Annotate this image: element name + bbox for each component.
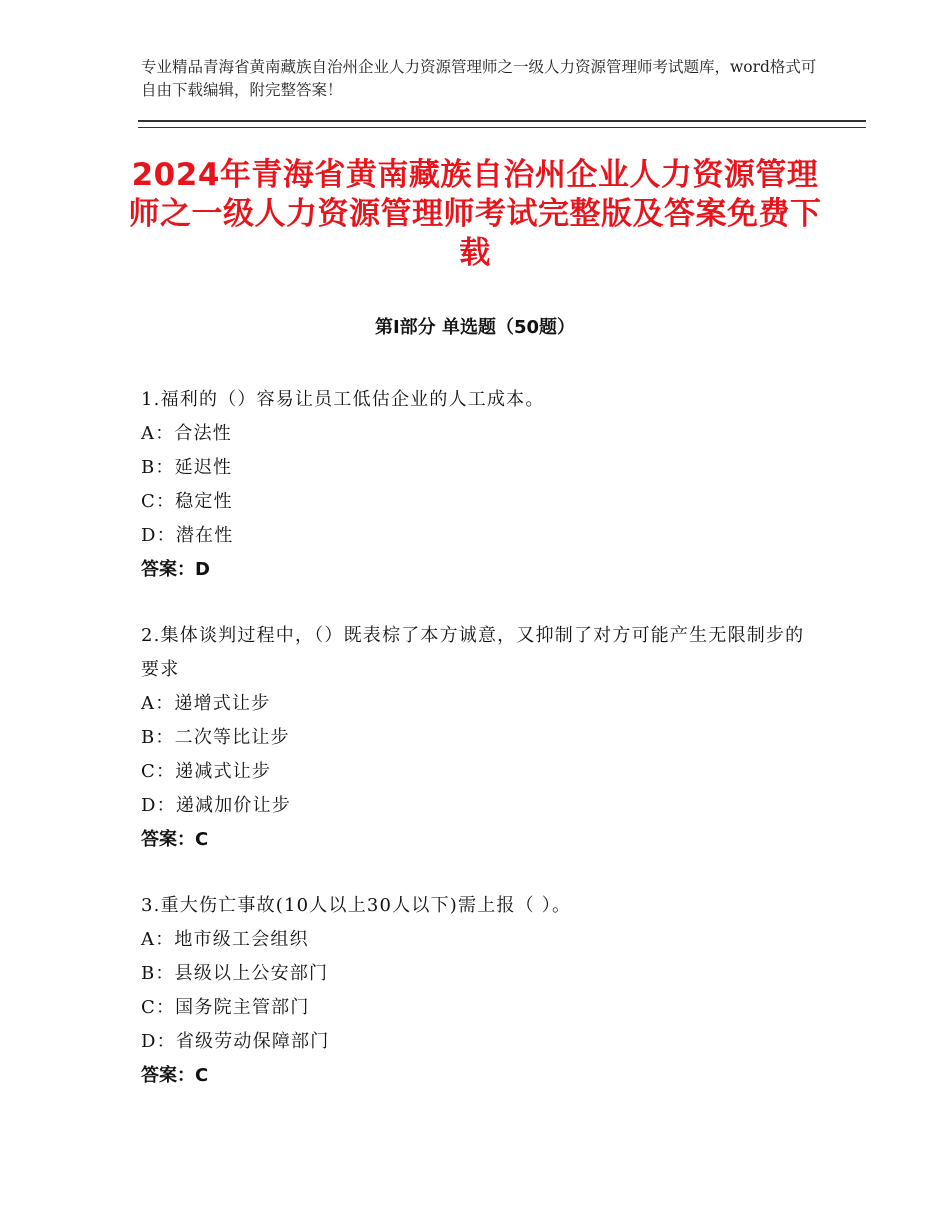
option-d: D：省级劳动保障部门: [141, 1031, 330, 1052]
answer-line: 答案：C: [141, 1065, 209, 1086]
option-c: C：递减式让步: [141, 761, 272, 782]
option-b: B：县级以上公安部门: [141, 963, 329, 984]
option-b: B：延迟性: [141, 457, 233, 478]
question-1: [141, 383, 821, 587]
option-a: A：地市级工会组织: [141, 929, 309, 950]
question-3: [141, 889, 821, 1093]
question-stem: 1.福利的（）容易让员工低估企业的人工成本。: [141, 389, 545, 410]
header-note: 专业精品青海省黄南藏族自治州企业人力资源管理师之一级人力资源管理师考试题库，word格式可自由下载编辑，附完整答案！: [141, 58, 817, 99]
header-divider: [138, 120, 866, 128]
document-title: 2024年青海省黄南藏族自治州企业人力资源管理师之一级人力资源管理师考试完整版及答案免费下载: [128, 157, 822, 271]
option-d: D：潜在性: [141, 525, 234, 546]
answer-line: 答案：C: [141, 829, 209, 850]
option-b: B：二次等比让步: [141, 727, 290, 748]
option-c: C：国务院主管部门: [141, 997, 310, 1018]
option-c: C：稳定性: [141, 491, 233, 512]
section-heading: 第Ⅰ部分 单选题（50题）: [374, 317, 575, 338]
question-stem: 3.重大伤亡事故(10人以上30人以下)需上报（ ）。: [141, 895, 572, 916]
option-a: A：合法性: [141, 423, 232, 444]
question-list: [141, 383, 821, 1125]
answer-line: 答案：D: [141, 559, 210, 580]
question-2: [141, 619, 821, 857]
question-stem: 2.集体谈判过程中，（）既表棕了本方诚意，又抑制了对方可能产生无限制步的要求: [141, 625, 805, 680]
option-d: D：递减加价让步: [141, 795, 292, 816]
option-a: A：递增式让步: [141, 693, 271, 714]
